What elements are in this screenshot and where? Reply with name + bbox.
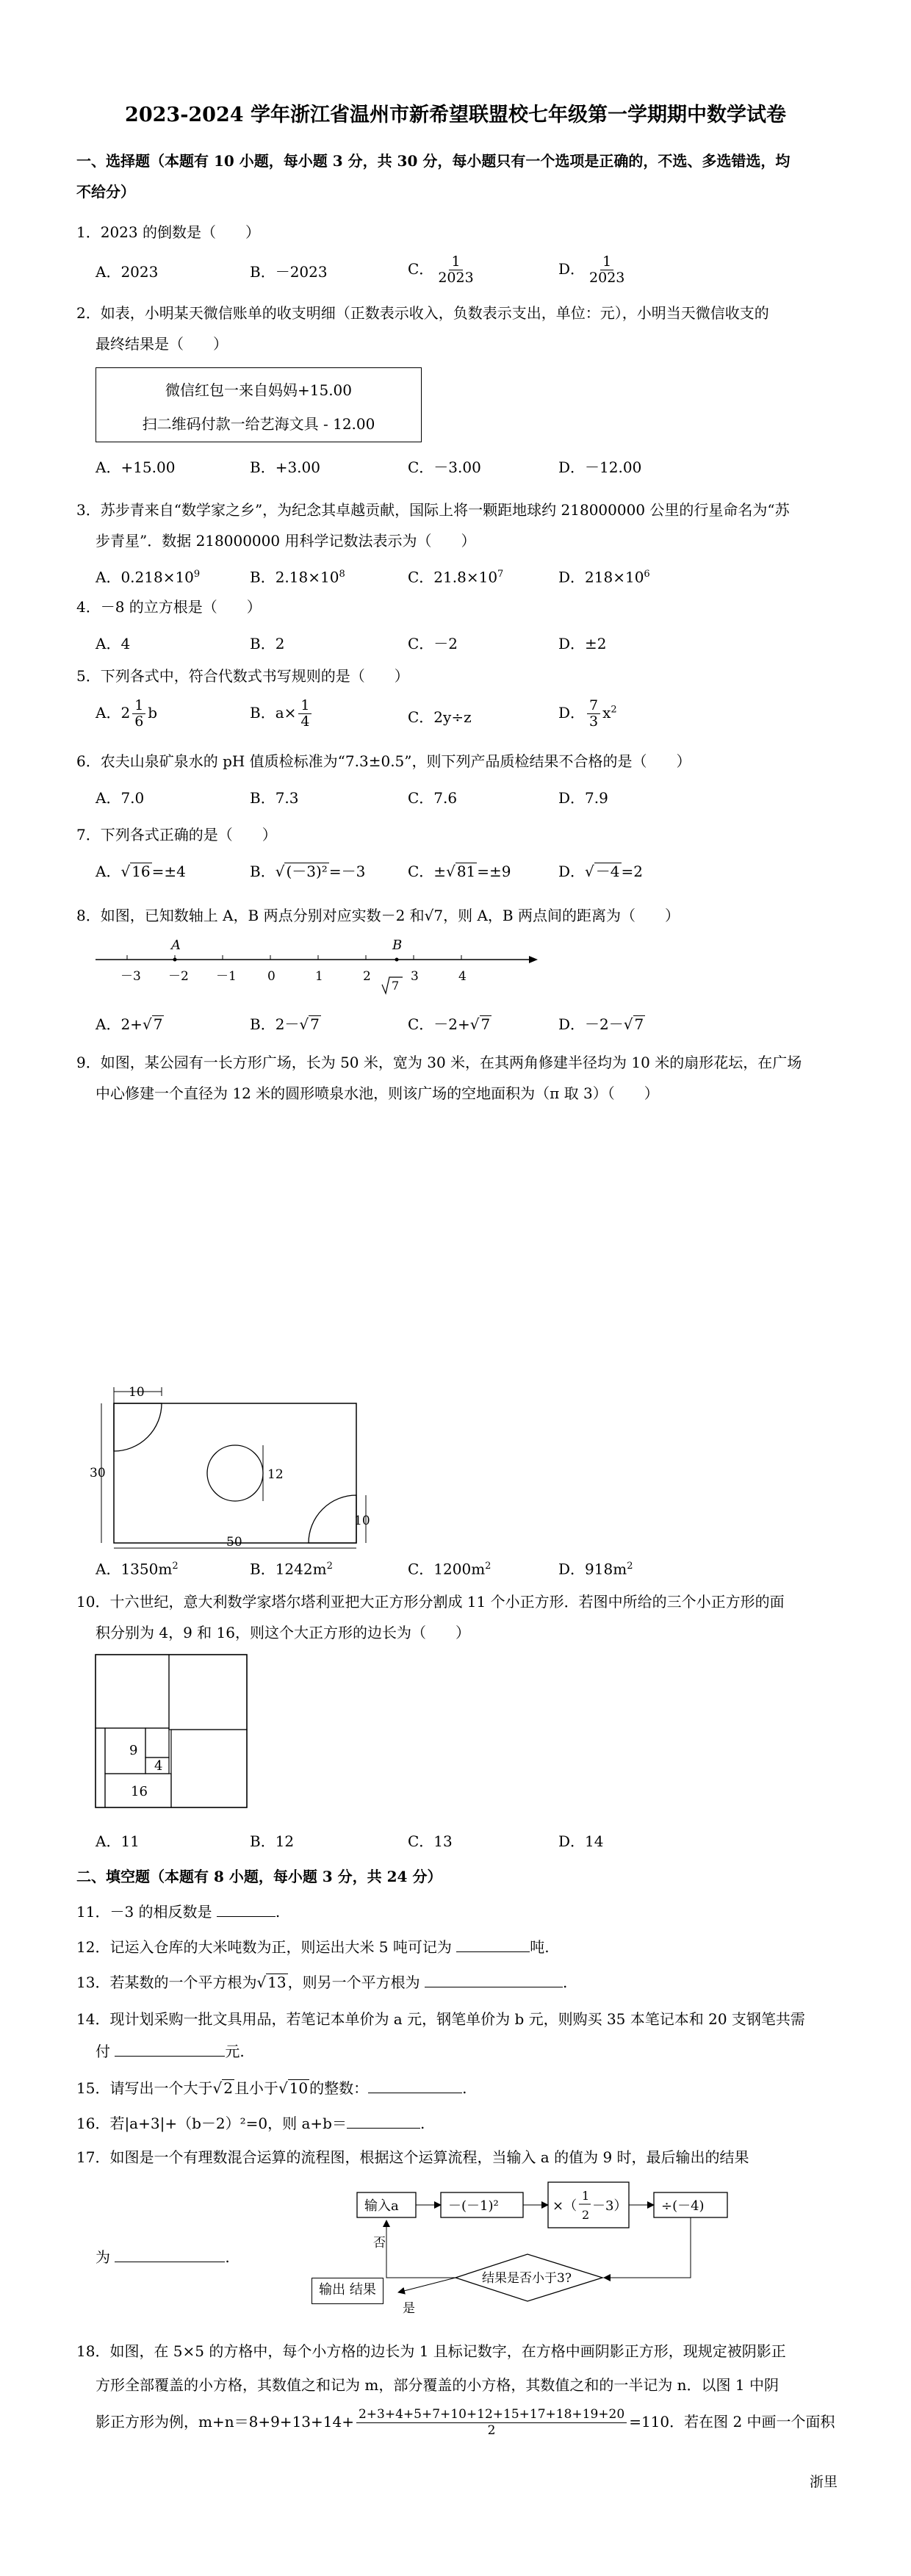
q1-option-c-label: C． bbox=[408, 260, 434, 278]
q18-line3 bbox=[96, 2407, 835, 2439]
q13-radicand: 13 bbox=[267, 1974, 287, 1991]
q15-answer-blank[interactable] bbox=[368, 2078, 462, 2093]
q17-box-op2-post: －3） bbox=[592, 2198, 627, 2214]
q10-stem: 10．十六世纪，意大利数学家塔尔塔利亚把大正方形分割成 11 个小正方形．若图中所给的三个小正方形的面 bbox=[76, 1593, 785, 1611]
q5-d-var: x bbox=[602, 704, 611, 722]
q5-b-den: 4 bbox=[300, 713, 310, 730]
q15-radicand-1: 2 bbox=[223, 2079, 233, 2097]
q15-radicand-2: 10 bbox=[289, 2079, 309, 2097]
q7-option-a: A．√ 16 =±4 bbox=[96, 863, 186, 880]
q7-a-rest: =±4 bbox=[151, 863, 186, 880]
q5-a-den: 6 bbox=[134, 713, 144, 730]
q16-text: 16．若|a+3|+（b－2）²=0，则 a+b＝ bbox=[76, 2115, 347, 2132]
q7-c-label: C．± bbox=[408, 863, 447, 880]
q1-option-a: A．2023 bbox=[96, 263, 159, 281]
q3-c-exp: 7 bbox=[497, 569, 504, 580]
q7-a-label: A． bbox=[96, 863, 121, 880]
q1-option-c-fraction bbox=[436, 254, 475, 286]
q5-b-pre: a× bbox=[275, 704, 297, 722]
q5-b-num: 1 bbox=[298, 698, 312, 714]
q2-option-a: A．+15.00 bbox=[96, 458, 176, 476]
q11 bbox=[76, 1902, 280, 1922]
q12 bbox=[76, 1937, 550, 1957]
q10-label-16: 16 bbox=[131, 1784, 148, 1799]
q1-option-c bbox=[408, 254, 478, 286]
q4-option-d: D．±2 bbox=[558, 635, 607, 652]
q10-option-d: D．14 bbox=[558, 1832, 604, 1850]
q8-stem: 8．如图，已知数轴上 A，B 两点分别对应实数－2 和√7，则 A，B 两点间的距离为（ ） bbox=[76, 907, 680, 924]
q3-b-base: B．2.18×10 bbox=[250, 568, 339, 586]
q10-square-figure bbox=[94, 1653, 256, 1815]
q17-stem: 17．如图是一个有理数混合运算的流程图，根据这个运算流程，当输入 a 的值为 9 时，最后输出的结果 bbox=[76, 2148, 749, 2166]
q14-answer-blank[interactable] bbox=[115, 2041, 225, 2057]
q17-answer-blank[interactable] bbox=[115, 2247, 225, 2262]
q8-b-label: B．2－ bbox=[250, 1015, 300, 1033]
q17-label-no: 否 bbox=[373, 2236, 386, 2251]
q5-d-fraction bbox=[587, 698, 600, 730]
q18-line2: 方形全部覆盖的小方格，其数值之和记为 m，部分覆盖的小方格，其数值之和的一半记为 n．以图 1 中阴 bbox=[96, 2376, 779, 2394]
q17-decision: 结果是否小于3? bbox=[482, 2271, 572, 2286]
q16 bbox=[76, 2113, 425, 2134]
q18-fraction-den: 2 bbox=[487, 2423, 496, 2438]
q2-option-d: D．－12.00 bbox=[558, 458, 642, 476]
q6-option-b: B．7.3 bbox=[250, 789, 299, 807]
q13-text: 13．若某数的一个平方根为 bbox=[76, 1974, 257, 1991]
q8-tick-label: －2 bbox=[168, 969, 189, 984]
q13-post: . bbox=[563, 1974, 568, 1991]
q5-option-a bbox=[96, 698, 157, 730]
q8-point-a bbox=[173, 958, 177, 962]
q9-stem: 9．如图，某公园有一长方形广场，长为 50 米，宽为 30 米，在其两角修建半径均为 10 米的扇形花坛，在广场 bbox=[76, 1054, 802, 1071]
q16-answer-blank[interactable] bbox=[347, 2113, 420, 2129]
q7-c-radicand: 81 bbox=[456, 863, 476, 880]
q13-answer-blank[interactable] bbox=[425, 1972, 563, 1987]
q10-option-a: A．11 bbox=[96, 1832, 140, 1850]
section2-heading: 二、填空题（本题有 8 小题，每小题 3 分，共 24 分） bbox=[76, 1868, 442, 1885]
q14-line1: 14．现计划采购一批文具用品，若笔记本单价为 a 元，钢笔单价为 b 元，则购买 35 本笔记本和 20 支钢笔共需 bbox=[76, 2010, 805, 2028]
q8-ticks bbox=[127, 955, 461, 960]
q18-line3-post: =110．若在图 2 中画一个面积 bbox=[629, 2413, 835, 2431]
q17-post: . bbox=[225, 2248, 230, 2266]
q4-option-c: C．－2 bbox=[408, 635, 458, 652]
q9-option-b bbox=[250, 1556, 333, 1580]
q8-label-b: B bbox=[392, 938, 403, 953]
q17-box-op3: ÷(－4) bbox=[661, 2198, 705, 2214]
q9-label-bottom: 50 bbox=[226, 1535, 242, 1550]
q12-post: 吨. bbox=[530, 1938, 550, 1956]
q7-b-label: B． bbox=[250, 863, 276, 880]
q3-b-exp: 8 bbox=[339, 569, 345, 580]
q5-d-label: D． bbox=[558, 704, 586, 722]
q2-bill-row2: 扫二维码付款一给艺海文具 - 12.00 bbox=[142, 415, 375, 433]
q10-option-c: C．13 bbox=[408, 1832, 453, 1850]
q8-tick-label: 0 bbox=[267, 969, 276, 984]
q8-tick-label: 1 bbox=[315, 969, 323, 984]
q8-d-radicand: 7 bbox=[634, 1015, 644, 1033]
q6-stem: 6．农夫山泉矿泉水的 pH 值质检标准为“7.3±0.5”，则下列产品质检结果不合格的是（ ） bbox=[76, 752, 691, 770]
q10-label-9: 9 bbox=[129, 1743, 138, 1758]
q17-answer-line bbox=[96, 2247, 230, 2267]
q9-option-c bbox=[408, 1556, 491, 1580]
q6-option-a: A．7.0 bbox=[96, 789, 145, 807]
q9-stem-cont: 中心修建一个直径为 12 米的圆形喷泉水池，则该广场的空地面积为（π 取 3）（ ） bbox=[96, 1084, 659, 1102]
page-title: 2023-2024 学年浙江省温州市新希望联盟校七年级第一学期期中数学试卷 bbox=[125, 104, 786, 126]
q1-c-den: 2023 bbox=[438, 270, 474, 286]
q5-d-num: 7 bbox=[587, 698, 600, 714]
q8-point-b bbox=[395, 958, 399, 962]
q5-option-b bbox=[250, 698, 314, 730]
q16-post: . bbox=[420, 2115, 425, 2132]
q1-d-den: 2023 bbox=[589, 270, 625, 286]
q12-text: 12．记运入仓库的大米吨数为正，则运出大米 5 吨可记为 bbox=[76, 1938, 452, 1956]
q9-label-diameter: 12 bbox=[267, 1467, 284, 1482]
q17-box-op2-pre: ×（ bbox=[552, 2198, 577, 2214]
q3-a-base: A．0.218×10 bbox=[96, 568, 194, 586]
q5-b-label: B． bbox=[250, 704, 276, 722]
q18-fraction-num: 2+3+4+5+7+10+12+15+17+18+19+20 bbox=[356, 2407, 627, 2423]
q4-option-a: A．4 bbox=[96, 635, 131, 652]
q8-tick-label: －3 bbox=[120, 969, 141, 984]
section1-heading-cont: 不给分） bbox=[76, 183, 135, 201]
q10-stem-cont: 积分别为 4，9 和 16，则这个大正方形的边长为（ ） bbox=[96, 1624, 470, 1641]
q3-d-exp: 6 bbox=[644, 569, 650, 580]
q9-a-value: A．1350m bbox=[96, 1560, 173, 1578]
q9-label-right: 10 bbox=[354, 1514, 370, 1528]
q11-answer-blank[interactable] bbox=[217, 1902, 276, 1917]
q7-c-rest: =±9 bbox=[477, 863, 511, 880]
q15-text: 15．请写出一个大于 bbox=[76, 2079, 213, 2097]
q4-stem: 4．－8 的立方根是（ ） bbox=[76, 598, 262, 616]
q7-option-c: C．±√ 81 =±9 bbox=[408, 863, 511, 880]
q8-label-a: A bbox=[171, 938, 181, 953]
q1-option-d-label: D． bbox=[558, 260, 586, 278]
q9-d-exp: 2 bbox=[627, 1561, 633, 1572]
q5-option-d bbox=[558, 698, 617, 730]
q3-c-base: C．21.8×10 bbox=[408, 568, 498, 586]
q2-stem: 2．如表，小明某天微信账单的收支明细（正数表示收入，负数表示支出，单位：元），小明当天微信收支的 bbox=[76, 304, 769, 322]
q8-a-label: A．2+ bbox=[96, 1015, 143, 1033]
section1-heading: 一、选择题（本题有 10 小题，每小题 3 分，共 30 分，每小题只有一个选项是正确的，不选、多选错选，均 bbox=[76, 152, 791, 170]
q7-option-b: B．√ (－3)² =－3 bbox=[250, 863, 366, 880]
q9-plaza-figure bbox=[88, 1381, 382, 1550]
q1-d-num: 1 bbox=[600, 254, 613, 270]
q13-mid: ，则另一个平方根为 bbox=[287, 1974, 420, 1991]
q8-option-d: D．－2－√ 7 bbox=[558, 1015, 644, 1033]
q6-option-d: D．7.9 bbox=[558, 789, 608, 807]
q8-tick-label: 2 bbox=[363, 969, 371, 984]
q5-b-fraction bbox=[298, 698, 312, 730]
q8-sqrt7-label: 7 bbox=[392, 979, 400, 993]
q5-stem: 5．下列各式中，符合代数式书写规则的是（ ） bbox=[76, 667, 409, 685]
q15-mid2: 的整数： bbox=[309, 2079, 369, 2097]
q9-c-value: C．1200m bbox=[408, 1560, 486, 1578]
q9-option-a bbox=[96, 1556, 179, 1580]
q11-text: 11．－3 的相反数是 bbox=[76, 1903, 212, 1921]
q7-b-rest: =－3 bbox=[328, 863, 366, 880]
q3-d-base: D．218×10 bbox=[558, 568, 644, 586]
q7-d-radicand: －4 bbox=[595, 863, 620, 880]
q5-option-c: C．2y÷z bbox=[408, 708, 472, 726]
q8-option-c: C．－2+√ 7 bbox=[408, 1015, 491, 1033]
q2-option-b: B．+3.00 bbox=[250, 458, 320, 476]
q7-stem: 7．下列各式正确的是（ ） bbox=[76, 826, 277, 843]
q8-c-radicand: 7 bbox=[480, 1015, 491, 1033]
q9-option-d bbox=[558, 1556, 633, 1580]
q2-option-c: C．－3.00 bbox=[408, 458, 481, 476]
q17-box-op1: －(－1)² bbox=[448, 2198, 499, 2214]
q3-option-a bbox=[96, 564, 200, 588]
q8-option-b: B．2－√ 7 bbox=[250, 1015, 320, 1033]
q18-fraction bbox=[356, 2407, 627, 2439]
q15-post: . bbox=[462, 2079, 467, 2097]
q9-b-exp: 2 bbox=[326, 1561, 333, 1572]
q4-option-b: B．2 bbox=[250, 635, 285, 652]
q5-a-num: 1 bbox=[132, 698, 145, 714]
q8-tick-label: 3 bbox=[411, 969, 419, 984]
q17-box-input: 输入a bbox=[364, 2198, 399, 2214]
q3-stem-cont: 步青星”．数据 218000000 用科学记数法表示为（ ） bbox=[96, 532, 476, 550]
q14-pre: 付 bbox=[96, 2043, 110, 2060]
q12-answer-blank[interactable] bbox=[456, 1937, 530, 1952]
q5-a-label: A． bbox=[96, 704, 121, 722]
q17-box-op2-den: 2 bbox=[582, 2208, 590, 2222]
q5-a-whole: 2 bbox=[120, 704, 131, 722]
q8-a-radicand: 7 bbox=[153, 1015, 163, 1033]
q3-a-exp: 9 bbox=[193, 569, 201, 580]
q1-option-d bbox=[558, 254, 629, 286]
q7-d-rest: =2 bbox=[621, 863, 644, 880]
q5-a-fraction bbox=[132, 698, 145, 730]
q3-option-b bbox=[250, 564, 345, 588]
q9-b-value: B．1242m bbox=[250, 1560, 327, 1578]
q7-a-radicand: 16 bbox=[132, 863, 151, 880]
footer-watermark: 浙里 bbox=[810, 2474, 838, 2490]
q9-label-left: 30 bbox=[90, 1466, 106, 1481]
q18-line1: 18．如图，在 5×5 的方格中，每个小方格的边长为 1 且标记数字，在方格中画阴影正方形，现规定被阴影正 bbox=[76, 2342, 786, 2360]
q3-stem: 3．苏步青来自“数学家之乡”，为纪念其卓越贡献，国际上将一颗距地球约 218000000 公里的行星命名为“苏 bbox=[76, 501, 790, 519]
q1-c-num: 1 bbox=[449, 254, 462, 270]
q2-stem-cont: 最终结果是（ ） bbox=[96, 335, 228, 353]
q15: 15．请写出一个大于√ 2 且小于√ 10 的整数： . bbox=[76, 2079, 467, 2097]
q5-a-var: b bbox=[148, 704, 158, 722]
q3-option-d bbox=[558, 564, 650, 588]
q8-d-label: D．－2－ bbox=[558, 1015, 624, 1033]
q14-post: 元. bbox=[225, 2043, 245, 2060]
q7-b-radicand: (－3)² bbox=[286, 863, 328, 880]
q9-a-exp: 2 bbox=[172, 1561, 179, 1572]
q17-box-op2-num: 1 bbox=[582, 2189, 590, 2203]
q3-option-c bbox=[408, 564, 503, 588]
q11-post: . bbox=[275, 1903, 281, 1921]
q8-number-line bbox=[88, 932, 544, 998]
q10-option-b: B．12 bbox=[250, 1832, 295, 1850]
q8-tick-label: 4 bbox=[458, 969, 467, 984]
q13: 13．若某数的一个平方根为√ 13 ，则另一个平方根为 . bbox=[76, 1974, 568, 1991]
q5-d-exp: 2 bbox=[611, 704, 617, 716]
q8-c-label: C．－2+ bbox=[408, 1015, 470, 1033]
q17-pre: 为 bbox=[96, 2248, 110, 2266]
q2-bill-row1: 微信红包一来自妈妈+15.00 bbox=[165, 381, 352, 399]
q15-mid: 且小于 bbox=[234, 2079, 278, 2097]
q14-line2 bbox=[96, 2041, 245, 2062]
q5-d-den: 3 bbox=[589, 713, 599, 730]
q17-box-output: 输出 结果 bbox=[319, 2282, 376, 2298]
q1-stem: 1．2023 的倒数是（ ） bbox=[76, 223, 260, 241]
q9-label-top: 10 bbox=[129, 1385, 145, 1400]
q1-option-b: B．－2023 bbox=[250, 263, 328, 281]
q18-line3-pre: 影正方形为例，m+n＝8+9+13+14+ bbox=[96, 2413, 354, 2431]
q6-option-c: C．7.6 bbox=[408, 789, 458, 807]
q1-option-d-fraction bbox=[587, 254, 627, 286]
q9-c-exp: 2 bbox=[485, 1561, 491, 1572]
q7-option-d: D．√ －4 =2 bbox=[558, 863, 644, 880]
q7-d-label: D． bbox=[558, 863, 586, 880]
q10-label-4: 4 bbox=[154, 1758, 163, 1774]
q8-b-radicand: 7 bbox=[310, 1015, 320, 1033]
q8-option-a: A．2+√ 7 bbox=[96, 1015, 163, 1033]
q8-tick-label: －1 bbox=[216, 969, 237, 984]
q17-label-yes: 是 bbox=[403, 2301, 415, 2316]
q9-d-value: D．918m bbox=[558, 1560, 627, 1578]
